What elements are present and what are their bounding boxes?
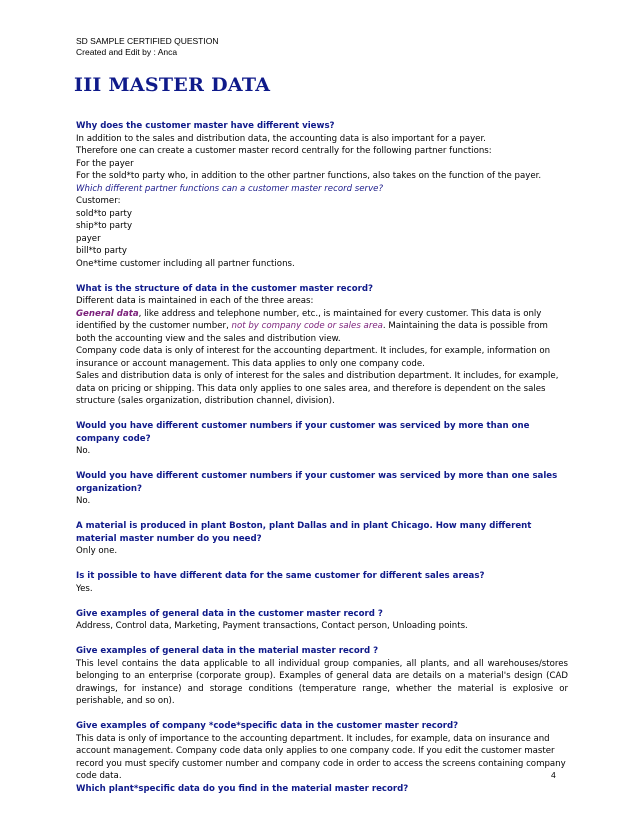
paragraph-line: Therefore one can create a customer master record centrally for the following partner functions: (76, 146, 492, 156)
general-data-italic: not by company code or sales area (231, 321, 383, 331)
paragraph-line: In addition to the sales and distribution data, the accounting data is also important for a payer. (76, 133, 486, 144)
paragraph-intro: Different data is maintained in each of the three areas: (76, 296, 314, 306)
question-sales-organization: Would you have different customer numbers if your customer was serviced by more than one sales organization? (76, 471, 558, 494)
running-header (76, 36, 218, 58)
paragraph-line: For the payer (76, 158, 134, 169)
general-data-label: General data (76, 308, 139, 319)
question-sales-areas: Is it possible to have different data for the same customer for different sales areas? (76, 571, 485, 581)
answer: No. (76, 496, 91, 506)
paragraph-line: For the sold*to party who, in addition to the other partner functions, also takes on the function of the payer. (76, 171, 542, 181)
answer: This data is only of importance to the accounting department. It includes, for example, data on insurance and account management. Company code data only applies to one company code. If you edit the customer master record you must specify customer number and company code in order to access the screens containing company code data. (76, 733, 566, 781)
answer-line: bill*to party (76, 246, 127, 256)
answer-line: One*time customer including all partner functions. (76, 258, 295, 269)
question-general-data-customer: Give examples of general data in the customer master record ? (76, 608, 383, 619)
section-title: III MASTER DATA (74, 74, 271, 96)
answer: This level contains the data applicable to all individual group companies, all plants, and all warehouses/stores belonging to an enterprise (corporate group). Examples of general data are details on a material's design (CAD drawings, for instance) and storage conditions (temperature range, whether the material is explosive or perishable, and so on). (76, 658, 568, 706)
answer-line: ship*to party (76, 221, 133, 231)
question-plant-specific-data: Which plant*specific data do you find in the material master record? (76, 783, 409, 794)
answer: Address, Control data, Marketing, Payment transactions, Contact person, Unloading points. (76, 621, 468, 631)
paragraph-general-data (76, 308, 568, 346)
question-company-code: Would you have different customer numbers if your customer was serviced by more than one company code? (76, 421, 530, 444)
question-customer-views: Why does the customer master have different views? (76, 121, 335, 131)
question-data-structure: What is the structure of data in the customer master record? (76, 283, 373, 294)
general-data-text-2: . Maintaining the data is possible from both the accounting view and the sales and distribution view. (76, 321, 548, 344)
question-general-data-material: Give examples of general data in the material master record ? (76, 646, 379, 656)
answer: No. (76, 446, 91, 456)
answer-line: payer (76, 233, 101, 244)
subquestion-partner-functions: Which different partner functions can a customer master record serve? (76, 183, 384, 194)
header-line-2: Created and Edit by : Anca (76, 47, 178, 57)
question-company-code-data: Give examples of company *code*specific data in the customer master record? (76, 721, 459, 731)
answer: Yes. (76, 583, 93, 594)
question-material-plants: A material is produced in plant Boston, plant Dallas and in plant Chicago. How many different material master number do you need? (76, 521, 532, 544)
paragraph-company-code: Company code data is only of interest for the accounting department. It includes, for example, information on insurance or account management. This data applies to only one company code. (76, 346, 551, 369)
answer-line: Customer: (76, 196, 121, 206)
answer: Only one. (76, 546, 118, 556)
answer-line: sold*to party (76, 208, 132, 219)
page-number: 4 (551, 770, 556, 780)
paragraph-sales-distribution: Sales and distribution data is only of interest for the sales and distribution department. It includes, for example, data on pricing or shipping. This data only applies to one sales area, and therefore is dependent on the sales structure (sales organization, distribution channel, division). (76, 371, 559, 406)
content-body (76, 120, 568, 795)
general-data-text-1: , like address and telephone number, etc., is maintained for every customer. This data is only identified by the customer number, (76, 308, 542, 331)
header-line-1: SD SAMPLE CERTIFIED QUESTION (76, 36, 219, 46)
